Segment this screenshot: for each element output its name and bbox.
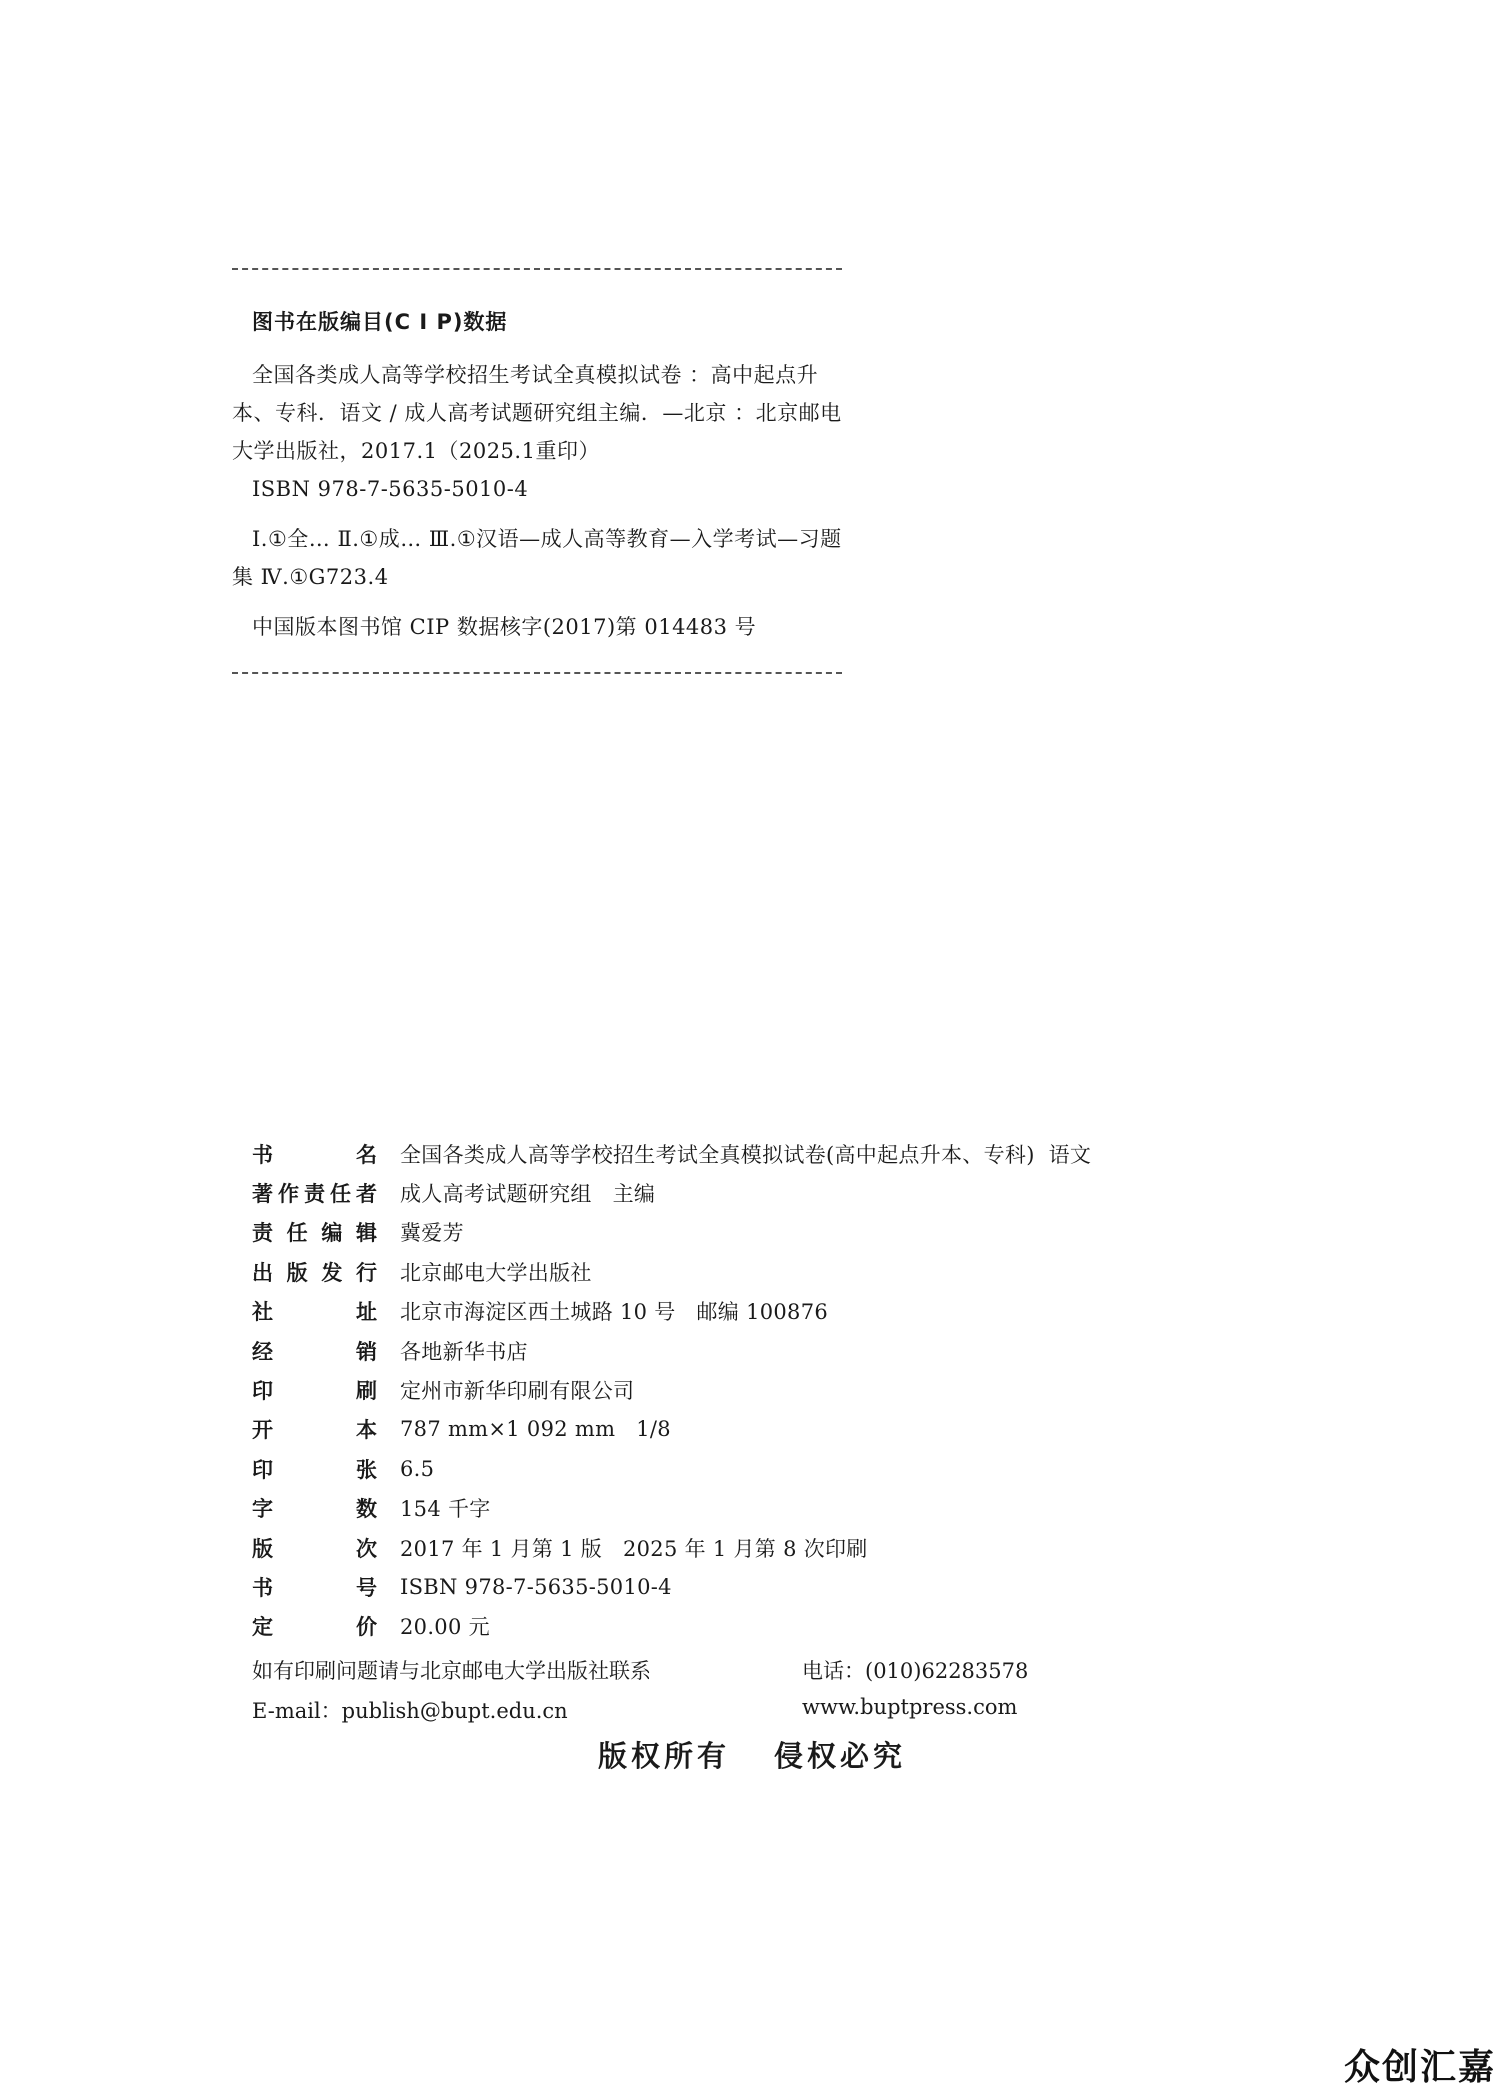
publication-info-table bbox=[252, 1134, 1091, 1646]
cip-paragraph-classification: Ⅰ.①全… Ⅱ.①成… Ⅲ.①汉语—成人高等教育—入学考试—习题集 Ⅳ.①G723.4 bbox=[232, 527, 842, 589]
info-row-sheets bbox=[252, 1449, 1091, 1488]
contact-email: E-mail：publish@bupt.edu.cn bbox=[252, 1699, 568, 1723]
info-value: 787 mm×1 092 mm 1/8 bbox=[400, 1417, 671, 1442]
info-label: 出版发行 bbox=[252, 1260, 377, 1285]
cip-heading: 图书在版编目(C I P)数据 bbox=[252, 310, 508, 334]
cip-body bbox=[232, 356, 842, 646]
cip-paragraph-record-number: 中国版本图书馆 CIP 数据核字(2017)第 014483 号 bbox=[252, 615, 757, 639]
info-label: 印刷 bbox=[252, 1379, 377, 1404]
watermark-logo: 众创汇嘉 bbox=[1343, 2047, 1496, 2088]
cip-top-dashed-divider bbox=[232, 268, 842, 270]
info-label: 字数 bbox=[252, 1497, 377, 1522]
info-row-printer bbox=[252, 1370, 1091, 1409]
contact-phone: 电话：(010)62283578 bbox=[802, 1659, 1029, 1683]
info-row-author bbox=[252, 1173, 1091, 1212]
info-label: 书名 bbox=[252, 1142, 377, 1167]
contact-row-phone bbox=[252, 1655, 1028, 1685]
info-label: 经销 bbox=[252, 1339, 377, 1364]
info-value: 北京市海淀区西土城路 10 号 邮编 100876 bbox=[400, 1300, 829, 1325]
info-label: 印张 bbox=[252, 1457, 377, 1482]
contact-row-web bbox=[252, 1695, 1017, 1725]
info-row-publisher bbox=[252, 1252, 1091, 1291]
info-value: 各地新华书店 bbox=[400, 1339, 528, 1364]
info-value: 2017 年 1 月第 1 版 2025 年 1 月第 8 次印刷 bbox=[400, 1536, 868, 1561]
cip-paragraph-title: 全国各类成人高等学校招生考试全真模拟试卷 ：高中起点升本、专科．语文 / 成人高考试题研究组主编．—北京 ：北京邮电大学出版社，2017.1（2025.1重印） bbox=[232, 363, 842, 463]
cip-block bbox=[232, 268, 842, 674]
info-label: 社址 bbox=[252, 1300, 377, 1325]
info-row-edition bbox=[252, 1528, 1091, 1567]
contact-print-issue-note: 如有印刷问题请与北京邮电大学出版社联系 bbox=[252, 1659, 651, 1683]
info-value: 全国各类成人高等学校招生考试全真模拟试卷(高中起点升本、专科) 语文 bbox=[400, 1142, 1092, 1167]
info-label: 定价 bbox=[252, 1615, 377, 1640]
info-label: 著作责任者 bbox=[252, 1182, 377, 1207]
info-value: 冀爱芳 bbox=[400, 1221, 464, 1246]
info-label: 开本 bbox=[252, 1418, 377, 1443]
info-value: 定州市新华印刷有限公司 bbox=[400, 1379, 635, 1404]
info-value: 154 千字 bbox=[400, 1497, 491, 1522]
info-label: 责任编辑 bbox=[252, 1221, 377, 1246]
info-row-editor bbox=[252, 1213, 1091, 1252]
cip-bottom-dashed-divider bbox=[232, 672, 842, 674]
info-row-distributor bbox=[252, 1331, 1091, 1370]
info-row-title bbox=[252, 1134, 1091, 1173]
info-label: 书号 bbox=[252, 1575, 377, 1600]
info-row-address bbox=[252, 1292, 1091, 1331]
cip-paragraph-isbn: ISBN 978-7-5635-5010-4 bbox=[252, 477, 529, 501]
info-value: 20.00 元 bbox=[400, 1615, 490, 1640]
info-value: ISBN 978-7-5635-5010-4 bbox=[400, 1574, 672, 1599]
info-label: 版次 bbox=[252, 1536, 377, 1561]
info-value: 6.5 bbox=[400, 1456, 435, 1481]
info-value: 成人高考试题研究组 主编 bbox=[400, 1182, 656, 1207]
info-row-word-count bbox=[252, 1489, 1091, 1528]
info-row-format bbox=[252, 1410, 1091, 1449]
copyright-notice: 版权所有 侵权必究 bbox=[597, 1739, 907, 1773]
info-row-price bbox=[252, 1607, 1091, 1646]
contact-website: www.buptpress.com bbox=[802, 1695, 1018, 1719]
info-value: 北京邮电大学出版社 bbox=[400, 1260, 592, 1285]
info-row-isbn bbox=[252, 1567, 1091, 1606]
